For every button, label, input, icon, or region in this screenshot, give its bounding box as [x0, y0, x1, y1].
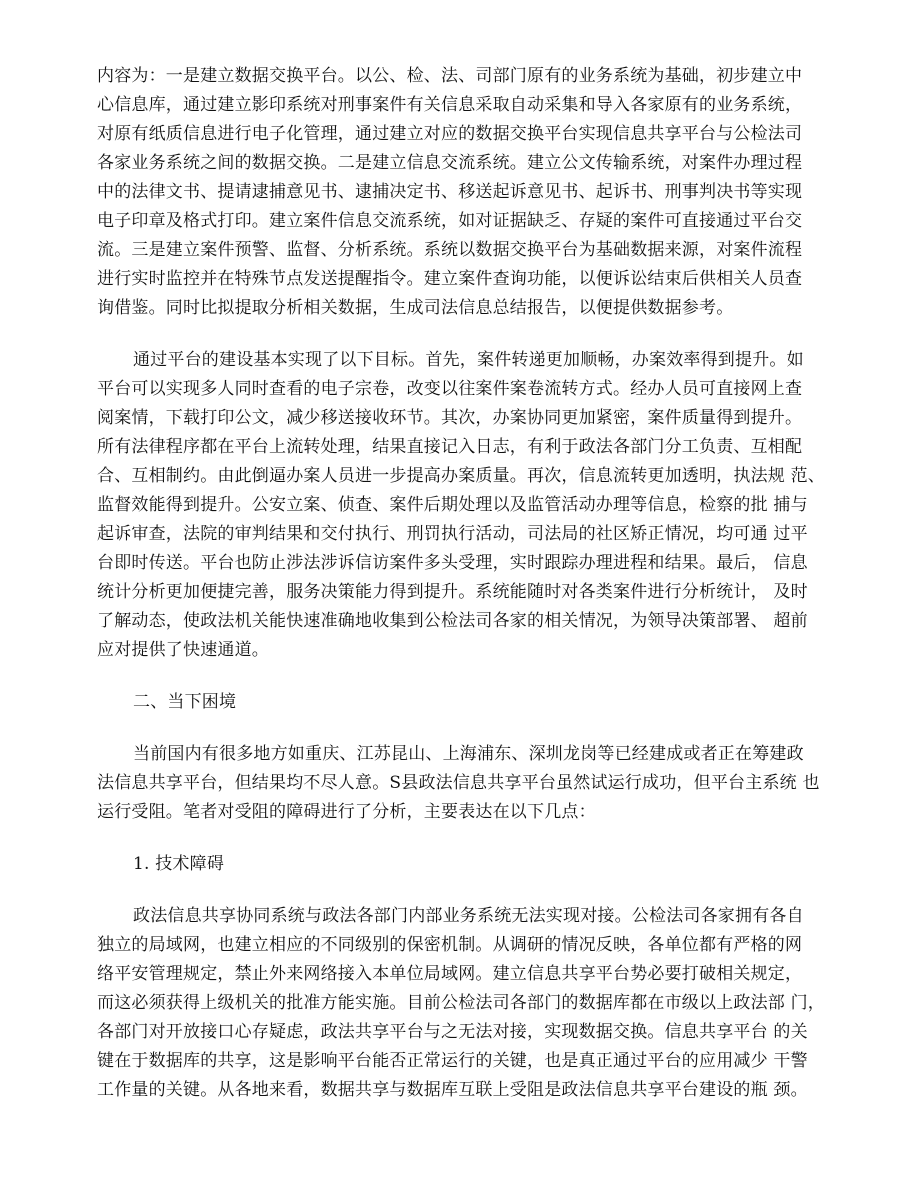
paragraph-goals	[97, 346, 826, 665]
text-line: 了解动态，使政法机关能快速准确地收集到公检法司各家的相关情况，为领导决策部署、 超前	[97, 611, 808, 631]
text-line: 运行受阻。笔者对受阻的障碍进行了分析，主要表达在以下几点：	[97, 802, 596, 822]
paragraph-technical-barrier	[97, 902, 826, 1105]
text-line: 流。三是建立案件预警、监督、分析系统。系统以数据交换平台为基础数据来源，对案件流程	[97, 240, 803, 260]
text-line: 法信息共享平台，但结果均不尽人意。S县政法信息共享平台虽然试运行成功，但平台主系统 也	[97, 773, 820, 793]
text-line: 起诉审查，法院的审判结果和交付执行、刑罚执行活动，司法局的社区矫正情况，均可通 过平	[97, 524, 808, 544]
paragraph-gap	[97, 665, 823, 688]
subsection-heading-technical-barrier	[97, 850, 823, 879]
text-line: 中的法律文书、提请逮捕意见书、逮捕决定书、移送起诉意见书、起诉书、刑事判决书等实现	[97, 182, 803, 202]
text-line: 独立的局域网，也建立相应的不同级别的保密机制。从调研的情况反映，各单位都有严格的网	[97, 935, 803, 955]
text-line: 当前国内有很多地方如重庆、江苏昆山、上海浦东、深圳龙岗等已经建成或者正在筹建政	[133, 744, 804, 764]
text-line: 统计分析更加便捷完善，服务决策能力得到提升。系统能随时对各类案件进行分析统计， 及时	[97, 582, 808, 602]
text-line: 询借鉴。同时比拟提取分析相关数据，生成司法信息总结报告，以便提供数据参考。	[97, 298, 734, 318]
text-line: 键在于数据库的共享，这是影响平台能否正常运行的关键，也是真正通过平台的应用减少 干警	[97, 1051, 808, 1071]
text-line: 而这必须获得上级机关的批准方能实施。目前公检法司各部门的数据库都在市级以上政法部 门，	[97, 993, 826, 1013]
text-line: 所有法律程序都在平台上流转处理，结果直接记入日志，有利于政法各部门分工负责、互相配	[97, 437, 803, 457]
heading-text: 二、当下困境	[133, 692, 237, 712]
text-line: 合、互相制约。由此倒逼办案人员进一步提高办案质量。再次，信息流转更加透明，执法规 范、	[97, 466, 826, 486]
text-line: 阅案情，下载打印公文，减少移送接收环节。其次，办案协同更加紧密，案件质量得到提升。	[97, 408, 803, 428]
paragraph-gap	[97, 827, 823, 850]
paragraph-gap	[97, 879, 823, 902]
text-line: 各家业务系统之间的数据交换。二是建立信息交流系统。建立公文传输系统，对案件办理过程	[97, 153, 803, 173]
section-heading-current-difficulties	[97, 688, 823, 717]
text-line: 应对提供了快速通道。	[97, 640, 269, 660]
text-line: 进行实时监控并在特殊节点发送提醒指令。建立案件查询功能，以便诉讼结束后供相关人员查	[97, 269, 803, 289]
text-line: 通过平台的建设基本实现了以下目标。首先，案件转递更加顺畅，办案效率得到提升。如	[133, 350, 804, 370]
text-line: 监督效能得到提升。公安立案、侦查、案件后期处理以及监管活动办理等信息，检察的批 捕与	[97, 495, 808, 515]
paragraph-gap	[97, 717, 823, 740]
text-line: 各部门对开放接口心存疑虑，政法共享平台与之无法对接，实现数据交换。信息共享平台 的关	[97, 1022, 808, 1042]
text-line: 对原有纸质信息进行电子化管理，通过建立对应的数据交换平台实现信息共享平台与公检法司	[97, 124, 803, 144]
paragraph-gap	[97, 323, 823, 346]
heading-text: 1. 技术障碍	[133, 854, 225, 874]
text-line: 络平安管理规定，禁止外来网络接入本单位局域网。建立信息共享平台势必要打破相关规定，	[97, 964, 803, 984]
paragraph-difficulties-intro	[97, 740, 823, 827]
text-line: 工作量的关键。从各地来看，数据共享与数据库互联上受阻是政法信息共享平台建设的瓶 颈。	[97, 1080, 808, 1100]
text-line: 心信息库，通过建立影印系统对刑事案件有关信息采取自动采集和导入各家原有的业务系统，	[97, 95, 803, 115]
text-line: 内容为：一是建立数据交换平台。以公、检、法、司部门原有的业务系统为基础，初步建立中	[97, 66, 803, 86]
text-line: 平台可以实现多人同时查看的电子宗卷，改变以往案件案卷流转方式。经办人员可直接网上查	[97, 379, 803, 399]
text-line: 电子印章及格式打印。建立案件信息交流系统，如对证据缺乏、存疑的案件可直接通过平台交	[97, 211, 803, 231]
text-line: 台即时传送。平台也防止涉法涉诉信访案件多头受理，实时跟踪办理进程和结果。最后， 信息	[97, 553, 808, 573]
text-line: 政法信息共享协同系统与政法各部门内部业务系统无法实现对接。公检法司各家拥有各自	[133, 906, 804, 926]
paragraph-system-content	[97, 62, 823, 323]
document-page	[97, 62, 826, 1105]
